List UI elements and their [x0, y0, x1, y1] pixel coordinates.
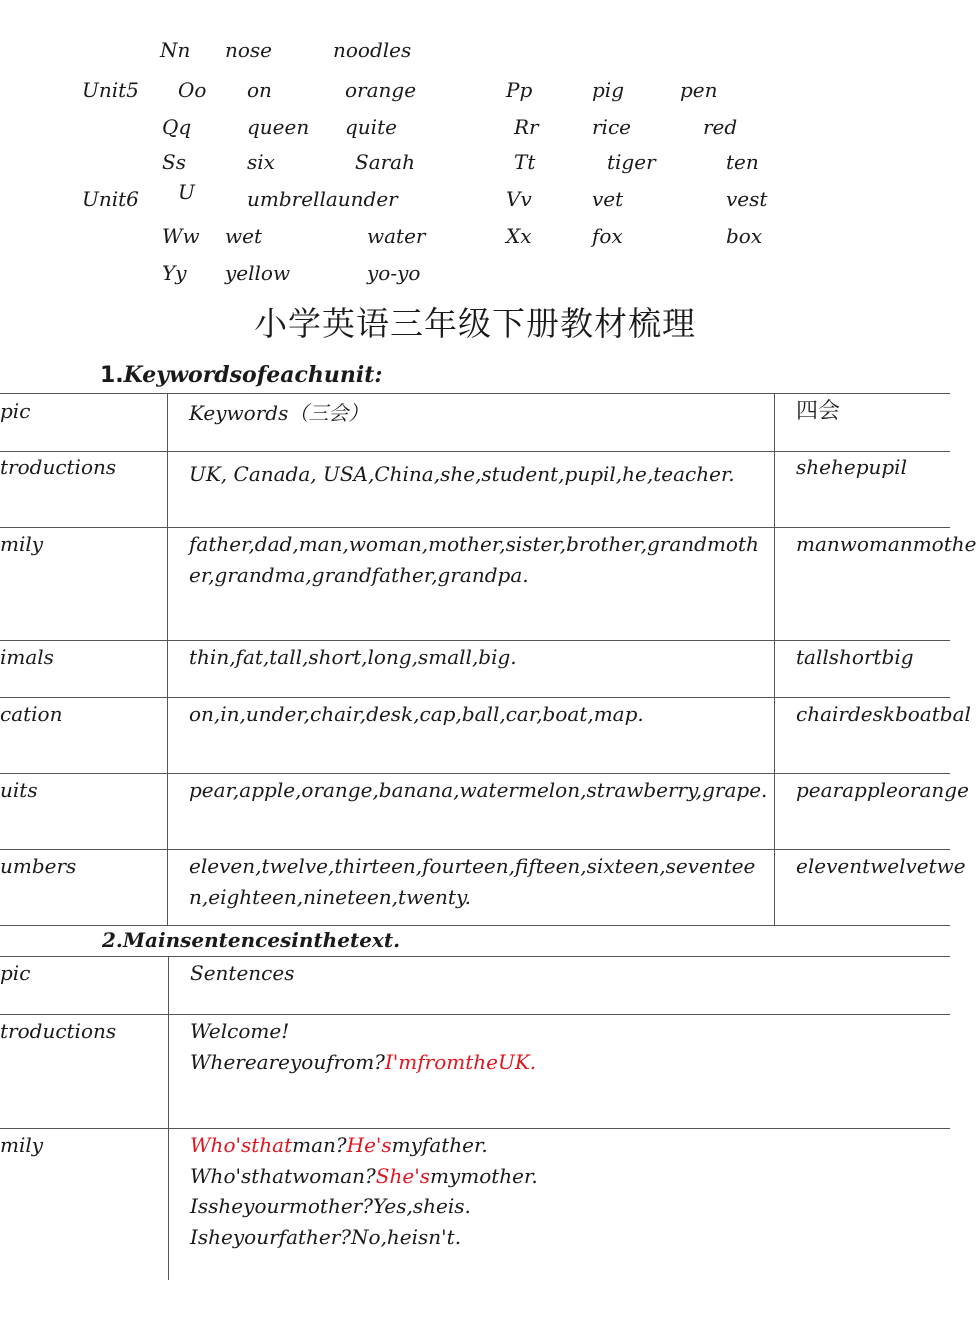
table-rule — [0, 393, 950, 394]
example-word: yellow — [225, 261, 291, 285]
table-cell-keywords: thin,fat,tall,short,long,small,big. — [189, 645, 517, 669]
table-cell-four: eleventwelvetwe — [796, 854, 966, 878]
example-word: vest — [726, 187, 768, 211]
letter-pair: U — [178, 180, 195, 204]
section1-heading — [100, 362, 382, 388]
letter-pair: Xx — [506, 224, 532, 248]
example-word: noodles — [333, 38, 412, 62]
letter-pair: Vv — [506, 187, 532, 211]
sentence-text: myfather. — [391, 1133, 488, 1157]
example-word: orange — [345, 78, 417, 102]
table-cell-topic: imals — [0, 645, 54, 669]
table-header-keywords-text: Keywords（三会） — [189, 401, 369, 425]
table-rule — [0, 925, 950, 926]
example-word: fox — [592, 224, 623, 248]
table-rule — [0, 697, 950, 698]
table-cell-keywords: on,in,under,chair,desk,cap,ball,car,boat,map. — [189, 702, 644, 726]
sentence-line: Isheyourfather?No,heisn't. — [190, 1225, 462, 1249]
sentences-header-sentences: Sentences — [190, 961, 295, 985]
example-word: six — [247, 150, 275, 174]
example-word: rice — [592, 115, 631, 139]
example-word: ten — [726, 150, 759, 174]
sentence-line — [190, 1161, 538, 1192]
table-cell-topic: mily — [0, 532, 44, 556]
table-cell-four: shehepupil — [796, 455, 907, 479]
letter-pair: Nn — [160, 38, 191, 62]
table-cell-topic: uits — [0, 778, 38, 802]
example-word: umbrellaunder — [247, 187, 398, 211]
table-rule — [0, 849, 950, 850]
letter-pair: Ss — [162, 150, 186, 174]
example-word: box — [726, 224, 763, 248]
table-cell-topic: cation — [0, 702, 63, 726]
example-word: queen — [247, 115, 310, 139]
sentence-line — [190, 1047, 536, 1078]
sentences-header-topic: pic — [0, 961, 31, 985]
unit-label: Unit5 — [82, 78, 139, 102]
sentences-topic: troductions — [0, 1019, 117, 1043]
sentence-line: Issheyourmother?Yes,sheis. — [190, 1194, 471, 1218]
letter-pair: Pp — [506, 78, 533, 102]
sentence-text: mymother. — [429, 1164, 538, 1188]
sentence-highlight: Who'sthat — [190, 1133, 293, 1157]
table-cell-four: manwomanmothe — [796, 532, 976, 556]
table-rule — [0, 640, 950, 641]
section1-number: 1. — [100, 363, 124, 388]
table-cell-keywords: UK, Canada, USA,China,she,student,pupil,he,teacher. — [189, 462, 735, 486]
section2-heading: 2.Mainsentencesinthetext. — [102, 928, 401, 952]
sentence-answer: I'mfromtheUK. — [384, 1050, 537, 1074]
table-rule — [0, 1014, 950, 1015]
unit-label: Unit6 — [82, 187, 139, 211]
letter-pair: Rr — [514, 115, 539, 139]
table-rule — [0, 773, 950, 774]
table-cell-topic: troductions — [0, 455, 117, 479]
table-header-keywords — [189, 398, 368, 429]
table-cell-topic: umbers — [0, 854, 77, 878]
table-cell-keywords: eleven,twelve,thirteen,fourteen,fifteen,sixteen,seventeen,eighteen,nineteen,twenty. — [189, 854, 756, 909]
example-word: pig — [592, 78, 625, 102]
example-word: yo-yo — [367, 261, 421, 285]
sentence-text: Who'sthatwoman? — [190, 1164, 376, 1188]
example-word: pen — [680, 78, 718, 102]
letter-pair: Qq — [162, 115, 192, 139]
example-word: quite — [345, 115, 397, 139]
letter-pair: Oo — [178, 78, 207, 102]
letter-pair: Ww — [162, 224, 200, 248]
example-word: red — [703, 115, 738, 139]
table-cell-four: pearappleorange — [796, 778, 969, 802]
letter-pair: Tt — [514, 150, 536, 174]
table-cell-four: chairdeskboatbal — [796, 702, 971, 726]
letter-pair: Yy — [162, 261, 187, 285]
table-cell-keywords: pear,apple,orange,banana,watermelon,strawberry,grape. — [189, 778, 768, 802]
sentence-line — [190, 1130, 488, 1161]
example-word: vet — [592, 187, 624, 211]
page-title: 小学英语三年级下册教材梳理 — [254, 304, 696, 343]
table-rule — [168, 956, 169, 1280]
sentence-highlight: She's — [375, 1164, 430, 1188]
sentence-highlight: He's — [346, 1133, 392, 1157]
example-word: nose — [225, 38, 273, 62]
sentence-text: man? — [292, 1133, 347, 1157]
table-rule — [0, 527, 950, 528]
table-rule — [0, 1128, 950, 1129]
example-word: Sarah — [355, 150, 415, 174]
table-rule — [0, 956, 950, 957]
table-cell-keywords: father,dad,man,woman,mother,sister,brother,grandmother,grandma,grandfather,grandpa. — [189, 532, 759, 587]
example-word: tiger — [607, 150, 656, 174]
sentence-question: Whereareyoufrom? — [190, 1050, 385, 1074]
table-header-topic: pic — [0, 399, 31, 423]
section1-heading-text: Keywordsofeachunit: — [123, 362, 383, 388]
example-word: on — [247, 78, 272, 102]
sentence-line: Welcome! — [190, 1019, 290, 1043]
example-word: water — [367, 224, 426, 248]
sentences-topic: mily — [0, 1133, 44, 1157]
table-header-four: 四会 — [796, 399, 841, 424]
table-rule — [167, 393, 168, 926]
table-rule — [774, 393, 775, 926]
table-cell-four: tallshortbig — [796, 645, 914, 669]
example-word: wet — [225, 224, 262, 248]
